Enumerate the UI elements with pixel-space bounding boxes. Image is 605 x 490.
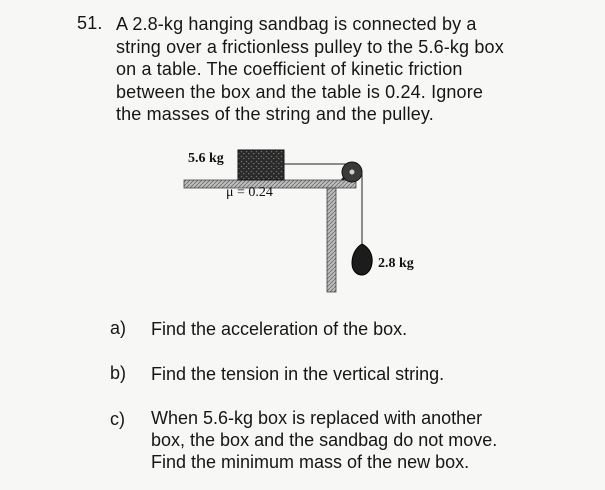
sandbag-mass-label: 2.8 kg <box>378 256 414 271</box>
table-edge <box>327 188 336 292</box>
problem-line: the masses of the string and the pulley. <box>116 104 434 124</box>
question-c-text <box>151 407 497 473</box>
box <box>238 150 284 180</box>
question-c-letter: c) <box>110 409 125 429</box>
problem-number: 51. <box>77 13 103 33</box>
sandbag <box>352 244 372 275</box>
question-line: Find the tension in the vertical string. <box>151 364 445 384</box>
problem-statement <box>116 13 556 126</box>
box-mass-label: 5.6 kg <box>188 151 224 166</box>
problem-line: A 2.8-kg hanging sandbag is connected by a <box>116 14 477 34</box>
problem-line: string over a frictionless pulley to the 5.6-kg box <box>116 36 504 57</box>
problem-line: on a table. The coefficient of kinetic friction <box>116 59 463 79</box>
question-b-text <box>151 363 444 385</box>
problem-line: between the box and the table is 0.24. Ignore <box>116 81 484 102</box>
question-a-text <box>151 318 407 340</box>
question-line: When 5.6-kg box is replaced with another <box>151 408 483 428</box>
pulley-axle <box>350 170 355 175</box>
friction-coefficient-label: μ = 0.24 <box>226 185 273 200</box>
question-line: box, the box and the sandbag do not move. <box>151 430 498 450</box>
question-a-letter: a) <box>110 318 127 338</box>
question-b-letter: b) <box>110 363 127 383</box>
question-line: Find the acceleration of the box. <box>151 319 408 339</box>
pulley-diagram <box>170 140 450 310</box>
question-line: Find the minimum mass of the new box. <box>151 452 470 472</box>
